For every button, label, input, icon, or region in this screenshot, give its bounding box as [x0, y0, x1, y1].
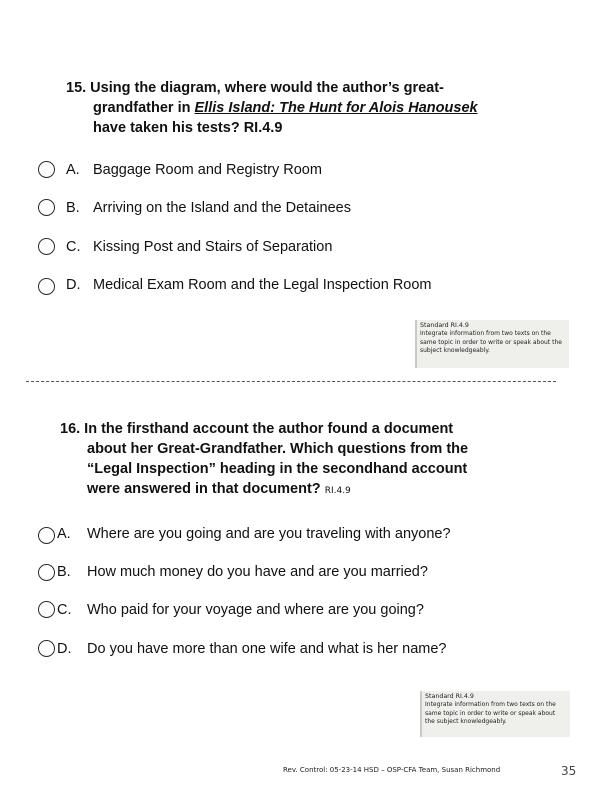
footer-revision-control: Rev. Control: 05-23-14 HSD – OSP-CFA Team, Susan Richmond: [283, 766, 501, 774]
q15-standard-tag: RI.4.9: [243, 120, 283, 136]
q16-option-b-radio[interactable]: [38, 564, 55, 581]
q16-standard-heading: Standard RI.4.9: [425, 693, 474, 700]
q16-standard-description: Integrate information from two texts on the same topic in order to write or speak about the subject knowledgeably.: [425, 701, 556, 725]
section-divider: [26, 381, 556, 382]
q16-stem-line-1: 16. In the firsthand account the author found a document: [60, 421, 454, 437]
q15-option-a-radio[interactable]: [38, 161, 55, 178]
q16-option-d-letter: D.: [57, 641, 72, 657]
q16-stem-line-4: [87, 480, 351, 501]
q15-stem-line-3: [93, 119, 282, 138]
q16-stem-line-2: about her Great-Grandfather. Which questions from the: [87, 441, 469, 457]
q16-stem-text-end: were answered in that document?: [87, 481, 321, 497]
q15-standard-box: [415, 320, 569, 368]
q15-option-d-letter: D.: [66, 277, 81, 293]
q16-option-c-letter: C.: [57, 602, 72, 618]
q16-standard-box: [420, 691, 570, 737]
q15-standard-heading: Standard RI.4.9: [420, 322, 469, 329]
q15-title-reference: Ellis Island: The Hunt for Alois Hanousek: [194, 100, 478, 116]
q16-option-b-text: How much money do you have and are you married?: [87, 564, 428, 580]
q15-stem-text-end: have taken his tests?: [93, 120, 240, 136]
q16-option-b-letter: B.: [57, 564, 71, 580]
q16-option-a-radio[interactable]: [38, 527, 55, 544]
q16-option-a-text: Where are you going and are you traveling with anyone?: [87, 526, 451, 542]
q16-option-c-radio[interactable]: [38, 601, 55, 618]
q16-stem-line-3: “Legal Inspection” heading in the secondhand account: [87, 461, 468, 477]
q16-option-d-radio[interactable]: [38, 640, 55, 657]
q15-option-d-radio[interactable]: [38, 278, 55, 295]
q15-option-d-text: Medical Exam Room and the Legal Inspection Room: [93, 277, 432, 293]
q15-option-b-letter: B.: [66, 200, 80, 216]
q15-stem-line-2: [93, 99, 478, 118]
q15-option-a-letter: A.: [66, 162, 80, 178]
q16-option-c-text: Who paid for your voyage and where are you going?: [87, 602, 424, 618]
q15-option-c-letter: C.: [66, 239, 81, 255]
q15-option-c-text: Kissing Post and Stairs of Separation: [93, 239, 333, 255]
q16-standard-tag: RI.4.9: [324, 486, 351, 496]
q15-stem-text: grandfather in: [93, 100, 195, 116]
q15-option-c-radio[interactable]: [38, 238, 55, 255]
page-number: 35: [561, 764, 577, 778]
q15-option-b-radio[interactable]: [38, 199, 55, 216]
q16-option-a-letter: A.: [57, 526, 71, 542]
q15-option-a-text: Baggage Room and Registry Room: [93, 162, 322, 178]
q16-option-d-text: Do you have more than one wife and what is her name?: [87, 641, 447, 657]
q15-option-b-text: Arriving on the Island and the Detainees: [93, 200, 351, 216]
q15-standard-description: Integrate information from two texts on the same topic in order to write or speak about the subject knowledgeably.: [420, 330, 562, 354]
q15-stem-line-1: 15. Using the diagram, where would the author’s great-: [66, 80, 444, 96]
